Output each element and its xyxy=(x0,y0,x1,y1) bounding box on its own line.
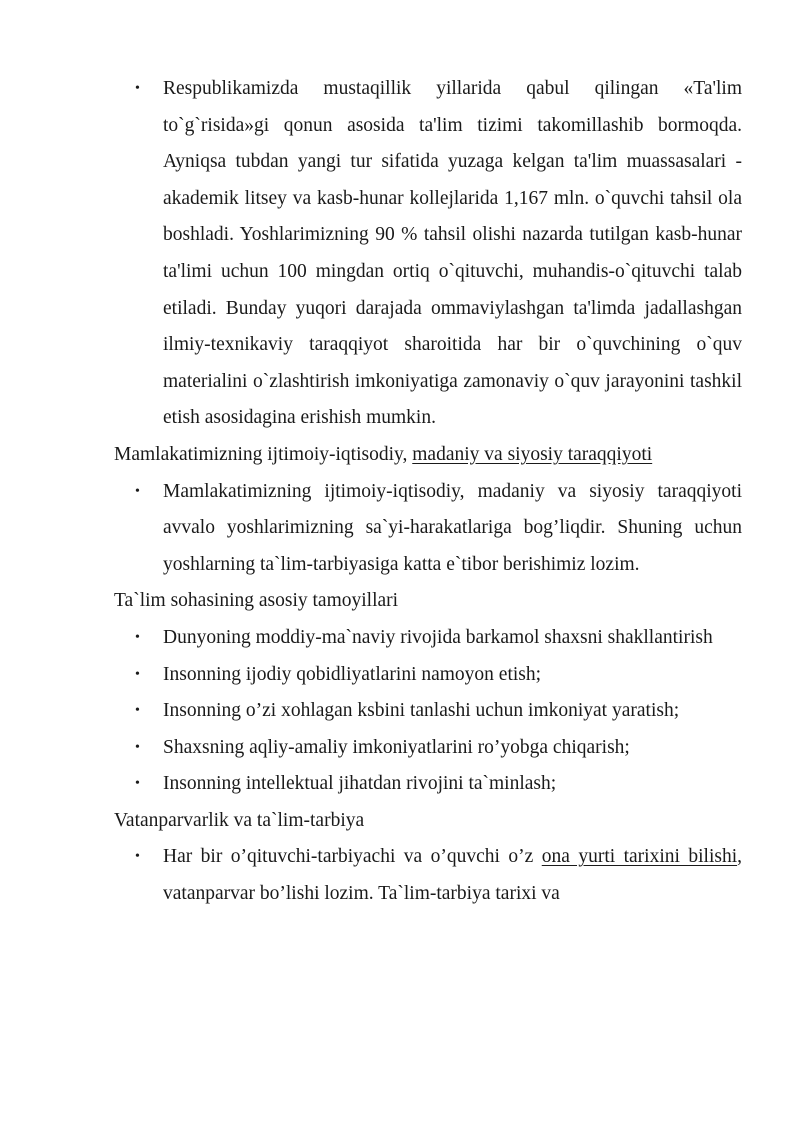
list-item-text-end: , vatanparvar bo’lishi lozim. Ta`lim-tarbiya tarixi va xyxy=(163,846,742,905)
list-item-text-start: Har bir o’qituvchi-tarbiyachi va o’quvchi o’z xyxy=(163,846,542,868)
bullet-icon: • xyxy=(135,849,140,865)
section-heading-principles: Ta`lim sohasining asosiy tamoyillari xyxy=(114,590,399,612)
list-item xyxy=(114,657,742,694)
list-item xyxy=(114,474,742,584)
list-item-text xyxy=(163,846,742,904)
list-item-text: Dunyoning moddiy-ma`naviy rivojida barkamol shaxsni shakllantirish xyxy=(163,626,713,648)
bullet-list-principles xyxy=(114,620,742,803)
section-heading-development xyxy=(114,437,742,474)
list-item-text: Insonning intellektual jihatdan rivojini ta`minlash; xyxy=(163,773,557,795)
list-item-text: Shaxsning aqliy-amaliy imkoniyatlarini ro’yobga chiqarish; xyxy=(163,736,630,758)
list-item xyxy=(114,693,742,730)
bullet-icon: • xyxy=(135,629,140,645)
list-item xyxy=(114,839,742,912)
bullet-list-education-law xyxy=(114,71,742,437)
bullet-icon: • xyxy=(135,703,140,719)
heading-text: Mamlakatimizning ijtimoiy-iqtisodiy, xyxy=(114,443,413,465)
list-item-underlined-text: ona yurti tarixini bilishi xyxy=(541,846,738,868)
list-item-text: Insonning ijodiy qobidliyatlarini namoyon etish; xyxy=(163,663,542,685)
list-item xyxy=(114,730,742,767)
list-item-text: Insonning o’zi xohlagan ksbini tanlashi uchun imkoniyat yaratish; xyxy=(163,700,680,722)
section-heading-patriotism: Vatanparvarlik va ta`lim-tarbiya xyxy=(114,809,365,831)
bullet-icon: • xyxy=(135,483,140,499)
list-item xyxy=(114,71,742,437)
bullet-list-patriotism xyxy=(114,839,742,912)
list-item xyxy=(114,766,742,803)
list-item-text: Respublikamizda mustaqillik yillarida qabul qilingan «Ta'lim to`g`risida»gi qonun asosida ta'lim tizimi takomillashib bormoqda. Ayniqsa tubdan yangi tur sifatida yuzaga kelgan ta'lim muassasalari - akademik litsey va kasb-hunar kollejlarida 1,167 mln. o`quvchi tahsil ola boshladi. Yoshlarimizning 90 % tahsil olishi nazarda tutilgan kasb-hunar ta'limi uchun 100 mingdan ortiq o`qituvchi, muhandis-o`qituvchi talab etiladi. Bunday yuqori darajada ommaviylashgan ta'limda jadallashgan ilmiy-texnikaviy taraqqiyot sharoitida har bir o`quvchining o`quv materialini o`zlashtirish imkoniyatiga zamonaviy o`quv jarayonini tashkil etish asosidagina erishish mumkin. xyxy=(163,78,742,429)
list-item xyxy=(114,620,742,657)
bullet-icon: • xyxy=(135,666,140,682)
bullet-list-development xyxy=(114,474,742,584)
document-body xyxy=(114,71,742,913)
heading-underlined-text: madaniy va siyosiy taraqqiyoti xyxy=(412,443,653,465)
bullet-icon: • xyxy=(135,81,140,96)
bullet-icon: • xyxy=(135,776,140,792)
bullet-icon: • xyxy=(135,739,140,755)
list-item-text: Mamlakatimizning ijtimoiy-iqtisodiy, madaniy va siyosiy taraqqiyoti avvalo yoshlarimizning sa`yi-harakatlariga bog’liqdir. Shuning uchun yoshlarning ta`lim-tarbiyasiga katta e`tibor berishimiz lozim. xyxy=(163,480,742,575)
